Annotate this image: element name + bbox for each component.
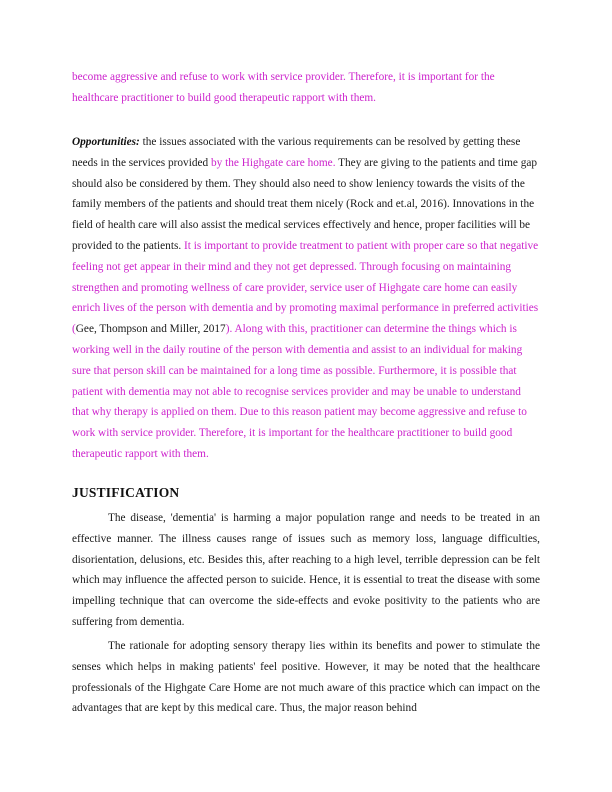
opportunities-text-2: by the Highgate care home.	[210, 156, 336, 169]
opportunities-text-4: It is important to provide treatment to patient with proper care so that negative feeling not get appear in their mind and they not get depressed. Through focusing on maintaining strengthen and promoting wellness of care provider, service user of Highgate care home can easily enrich lives of the person with dementia and by promoting maximal performance in preferred activities (	[72, 239, 539, 336]
opportunities-label: Opportunities:	[72, 136, 140, 148]
justification-paragraph-1: The disease, 'dementia' is harming a major population range and needs to be treated in an effective manner. The illness causes range of issues such as memory loss, language difficulties, disorientation, delusions, etc. Besides this, after reaching to a high level, terrible depression can be felt which may influence the affected person to suicide. Hence, it is essential to treat the disease with some impelling technique that can overcome the side-effects and evoke positivity to the patients who are suffering from dementia.	[72, 512, 540, 628]
justification-heading: JUSTIFICATION	[72, 485, 180, 500]
opportunities-citation: Gee, Thompson and Miller, 2017	[75, 323, 226, 336]
opportunities-text-1: the issues associated with the various requirements can be resolved by getting these needs in the services provided	[72, 136, 521, 169]
intro-paragraph	[72, 67, 540, 109]
opportunities-text-6: ). Along with this, practitioner can determine the things which is working well in the daily routine of the person with dementia and assist to an individual for making sure that person skill can be maintained for a long time as possible. Furthermore, it is possible that patient with dementia may not able to recognise services provider and may be unable to understand that why therapy is applied on them. Due to this reason patient may become aggressive and refuse to work with service provider. Therefore, it is important for the healthcare practitioner to build good therapeutic rapport with them.	[72, 323, 527, 460]
justification-paragraph-2: The rationale for adopting sensory therapy lies within its benefits and power to stimulate the senses which helps in making patients' feel positive. However, it may be noted that the healthcare professionals of the Highgate Care Home are not much aware of this practice which can impact on the advantages that are kept by this medical care. Thus, the major reason behind	[72, 640, 540, 715]
opportunities-text-3: They are giving to the patients and time gap should also be considered by them. They should also need to show leniency towards the visits of the family members of the patients and should treat them nicely (Rock and et.al, 2016). Innovations in the field of health care will also assist the medical services effectively and hence, proper facilities will be provided to the patients.	[72, 156, 538, 252]
opportunities-paragraph	[72, 132, 540, 465]
intro-text: become aggressive and refuse to work with service provider. Therefore, it is important for the healthcare practitioner to build good therapeutic rapport with them.	[72, 71, 495, 104]
